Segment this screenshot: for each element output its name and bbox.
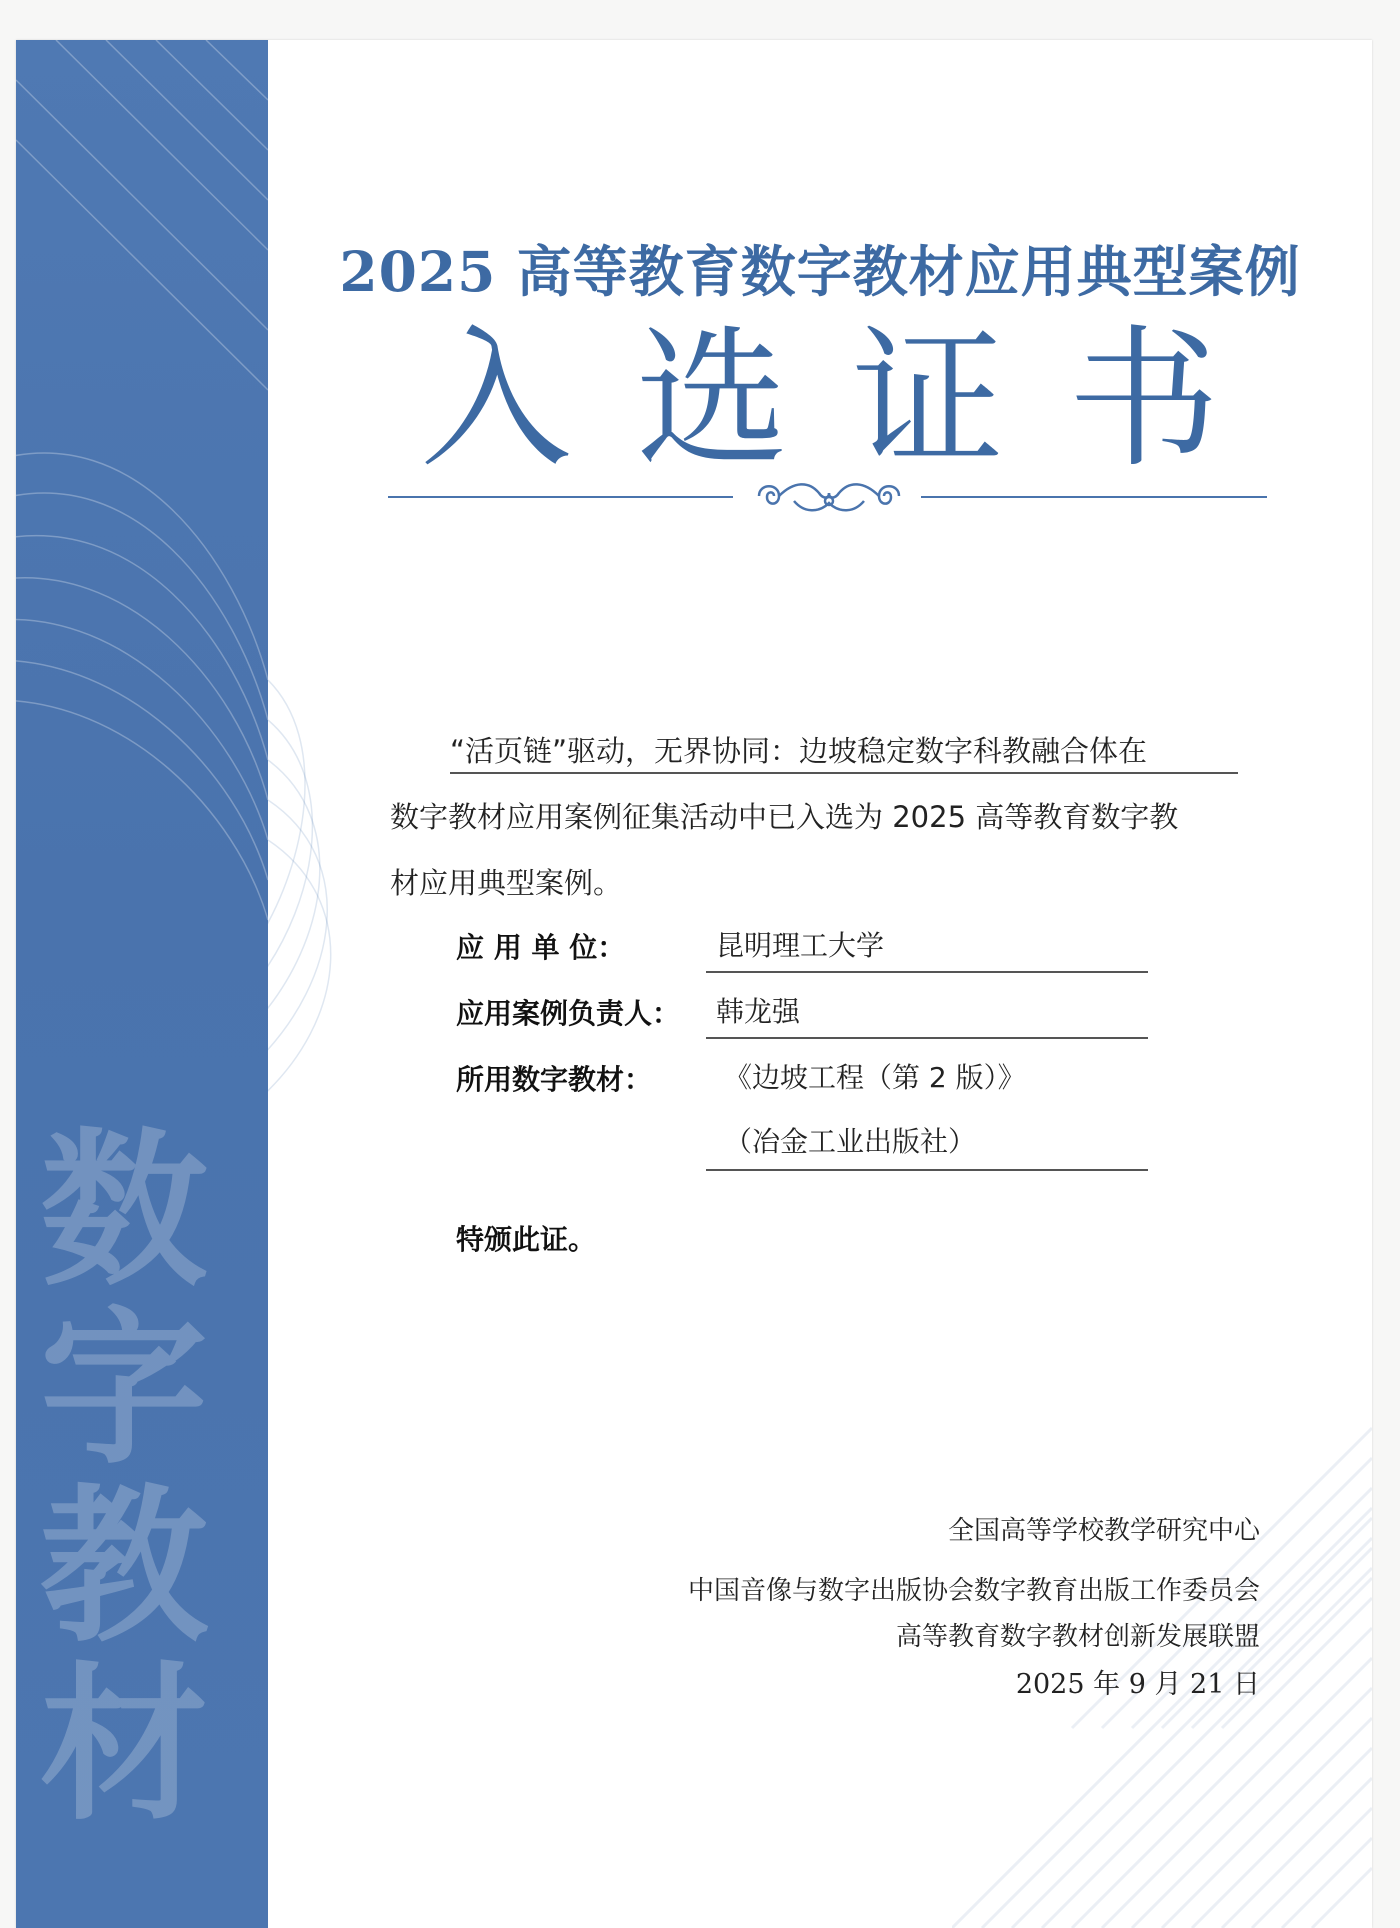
textbook-underline bbox=[706, 1169, 1148, 1171]
side-band bbox=[16, 40, 268, 1928]
wave-pattern bbox=[268, 40, 568, 1140]
publisher-value: （冶金工业出版社） bbox=[724, 1125, 977, 1158]
leader-label: 应用案例负责人： bbox=[456, 997, 681, 1030]
issue-date: 2025 年 9 月 21 日 bbox=[1015, 1669, 1260, 1700]
body-line-2: 数字教材应用案例征集活动中已入选为 2025 高等教育数字教 bbox=[390, 800, 1179, 834]
hatch-pattern bbox=[952, 1028, 1372, 1928]
issuer-2: 中国音像与数字出版协会数字教育出版工作委员会 bbox=[687, 1576, 1260, 1606]
case-title: “活页链”驱动，无界协同：边坡稳定数字科教融合体在 bbox=[450, 734, 1148, 768]
divider-right bbox=[921, 496, 1267, 498]
leader-value: 韩龙强 bbox=[716, 995, 801, 1028]
textbook-value: 《边坡工程（第 2 版）》 bbox=[724, 1061, 1026, 1094]
side-char-1: 数 bbox=[40, 1111, 208, 1309]
unit-label: 应 用 单 位： bbox=[456, 931, 626, 964]
side-char-3: 教 bbox=[40, 1467, 208, 1665]
divider-left bbox=[388, 496, 733, 498]
unit-value: 昆明理工大学 bbox=[716, 929, 885, 962]
unit-underline bbox=[706, 971, 1148, 973]
closing-text: 特颁此证。 bbox=[456, 1223, 597, 1256]
certificate-title-line: 2025 高等教育数字教材应用典型案例 bbox=[339, 239, 1301, 304]
issuer-1: 全国高等学校教学研究中心 bbox=[947, 1516, 1260, 1546]
certificate-main-title: 入选证书 bbox=[420, 311, 1284, 488]
textbook-label: 所用数字教材： bbox=[456, 1063, 653, 1096]
side-char-4: 材 bbox=[40, 1645, 208, 1843]
side-char-2: 字 bbox=[40, 1289, 208, 1487]
ornament-icon bbox=[749, 471, 909, 521]
certificate-page bbox=[16, 40, 1372, 1928]
issuer-3: 高等教育数字教材创新发展联盟 bbox=[895, 1622, 1260, 1652]
leader-underline bbox=[706, 1037, 1148, 1039]
body-line-3: 材应用典型案例。 bbox=[390, 866, 623, 900]
case-title-underline bbox=[450, 772, 1238, 774]
certificate-body bbox=[390, 718, 1270, 916]
